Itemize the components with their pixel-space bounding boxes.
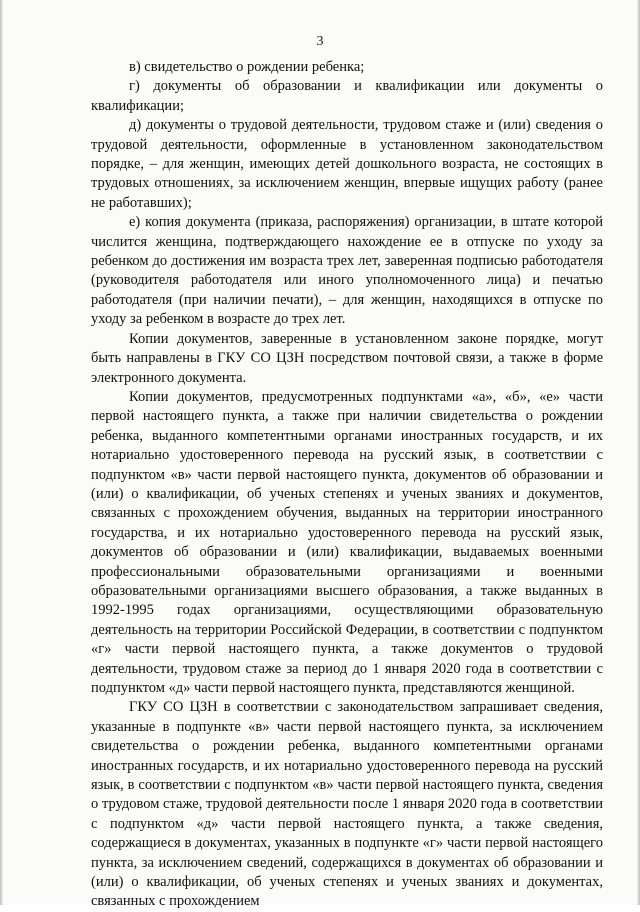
paragraph-document-copies: Копии документов, заверенные в установленном законе порядке, могут быть направлены в ГКУ СО ЦЗН посредством почтовой связи, а также в форме электронного документа. (91, 330, 603, 386)
scan-edge-left (0, 0, 3, 905)
page-number: 3 (316, 34, 324, 49)
paragraph-subitem-e: е) копия документа (приказа, распоряжения) организации, в штате которой числится женщина, подтверждающего нахождение ее в отпуске по уходу за ребенком до достижения им возраста трех лет, заверенная подписью работодателя (руководителя работодателя или иного уполномоченного лица) и печатью работодателя (при наличии печати), – для женщин, находящихся в отпуске по уходу за ребенком в возрасте до трех лет. (91, 214, 603, 328)
paragraph-subitem-v: в) свидетельство о рождении ребенка; (129, 59, 365, 75)
document-body (91, 58, 603, 912)
paragraph-provided-documents: Копии документов, предусмотренных подпунктами «а», «б», «е» части первой настоящего пункта, а также при наличии свидетельства о рождении ребенка, выданного компетентными органами иностранных государств, и их нотариально удостоверенного перевода на русский язык, в соответствии с подпунктом «в» части первой настоящего пункта, документов об образовании и (или) о квалификации, об ученых степенях и ученых званиях и документов, связанных с прохождением обучения, выданных на территории иностранного государства, и их нотариально удостоверенного перевода на русский язык, документов об образовании и (или) квалификации, выдаваемых военными профессиональными образовательными организациями и военными образовательными организациями высшего образования, а также выданных в 1992-1995 годах организациями, осуществляющими образовательную деятельность на территории Российской Федерации, в соответствии с подпунктом «г» части первой настоящего пункта, а также документов о трудовой деятельности, трудовом стаже за период до 1 января 2020 года в соответствии с подпунктом «д» части первой настоящего пункта, представляются женщиной. (91, 388, 603, 696)
paragraph-subitem-g: г) документы об образовании и квалификации или документы о квалификации; (91, 78, 603, 114)
paragraph-subitem-d: д) документы о трудовой деятельности, трудовом стаже и (или) сведения о трудовой деятельности, оформленные в установленном законодательством порядке, – для женщин, имеющих детей дошкольного возраста, не состоящих в трудовых отношениях, за исключением женщин, впервые ищущих работу (ранее не работавших); (91, 117, 603, 211)
paragraph-requested-information: ГКУ СО ЦЗН в соответствии с законодательством запрашивает сведения, указанные в подпункте «в» части первой настоящего пункта, за исключением свидетельства о рождении ребенка, выданного компетентными органами иностранных государств, и их нотариально удостоверенного перевода на русский язык, в соответствии с подпунктом «в» части первой настоящего пункта, сведения о трудовом стаже, трудовой деятельности после 1 января 2020 года в соответствии с подпунктом «д» части первой настоящего пункта, а также сведения, содержащиеся в документах, указанных в подпункте «г» части первой настоящего пункта, за исключением сведений, содержащихся в документах об образовании и (или) о квалификации, об ученых степенях и ученых званиях и документах, связанных с прохождением (91, 699, 603, 910)
